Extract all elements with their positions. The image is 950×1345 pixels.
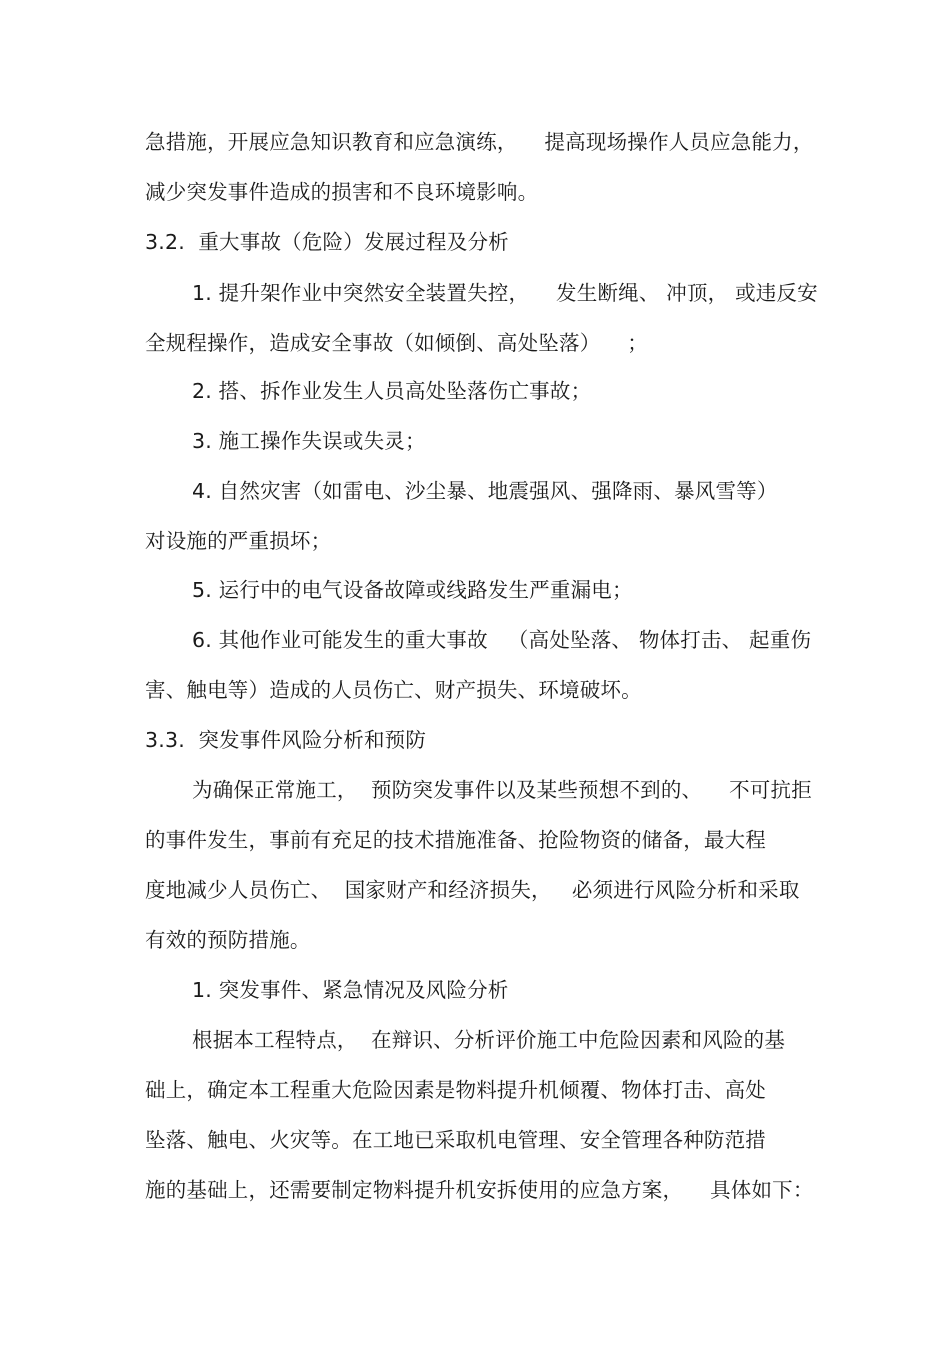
paragraph-line: 坠落、触电、火灾等。在工地已采取机电管理、安全管理各种防范措 (145, 1128, 766, 1152)
subsection-heading-1: 1. 突发事件、紧急情况及风险分析 (192, 978, 509, 1002)
paragraph-line: 为确保正常施工， 预防突发事件以及某些预想不到的、 不可抗拒 (192, 778, 812, 802)
list-item-6: 6. 其他作业可能发生的重大事故 （高处坠落、 物体打击、 起重伤 (192, 628, 812, 652)
paragraph-line: 础上，确定本工程重大危险因素是物料提升机倾覆、物体打击、高处 (145, 1078, 766, 1102)
paragraph-line: 根据本工程特点， 在辩识、分析评价施工中危险因素和风险的基 (192, 1028, 786, 1052)
paragraph-line: 全规程操作，造成安全事故（如倾倒、高处坠落） ； (145, 331, 648, 355)
list-item-3: 3. 施工操作失误或失灵； (192, 429, 426, 453)
paragraph-line: 度地减少人员伤亡、 国家财产和经济损失， 必须进行风险分析和采取 (145, 878, 800, 902)
paragraph-line: 减少突发事件造成的损害和不良环境影响。 (145, 180, 539, 204)
paragraph-line: 有效的预防措施。 (145, 928, 311, 952)
list-item-2: 2. 搭、拆作业发生人员高处坠落伤亡事故； (192, 379, 592, 403)
list-item-1: 1. 提升架作业中突然安全装置失控， 发生断绳、 冲顶， 或违反安 (192, 281, 818, 305)
paragraph-line: 害、触电等）造成的人员伤亡、财产损失、环境破坏。 (145, 678, 642, 702)
section-heading-3-3: 3.3. 突发事件风险分析和预防 (145, 728, 427, 752)
paragraph-line: 施的基础上，还需要制定物料提升机安拆使用的应急方案， 具体如下： (145, 1178, 814, 1202)
list-item-5: 5. 运行中的电气设备故障或线路发生严重漏电； (192, 578, 633, 602)
paragraph-line: 对设施的严重损坏； (145, 529, 332, 553)
paragraph-line: 的事件发生，事前有充足的技术措施准备、抢险物资的储备，最大程 (145, 828, 766, 852)
section-heading-3-2: 3.2. 重大事故（危险）发展过程及分析 (145, 230, 509, 254)
paragraph-line: 急措施，开展应急知识教育和应急演练， 提高现场操作人员应急能力， (145, 130, 814, 154)
list-item-4: 4. 自然灾害（如雷电、沙尘暴、地震强风、强降雨、暴风雪等） (192, 479, 778, 503)
